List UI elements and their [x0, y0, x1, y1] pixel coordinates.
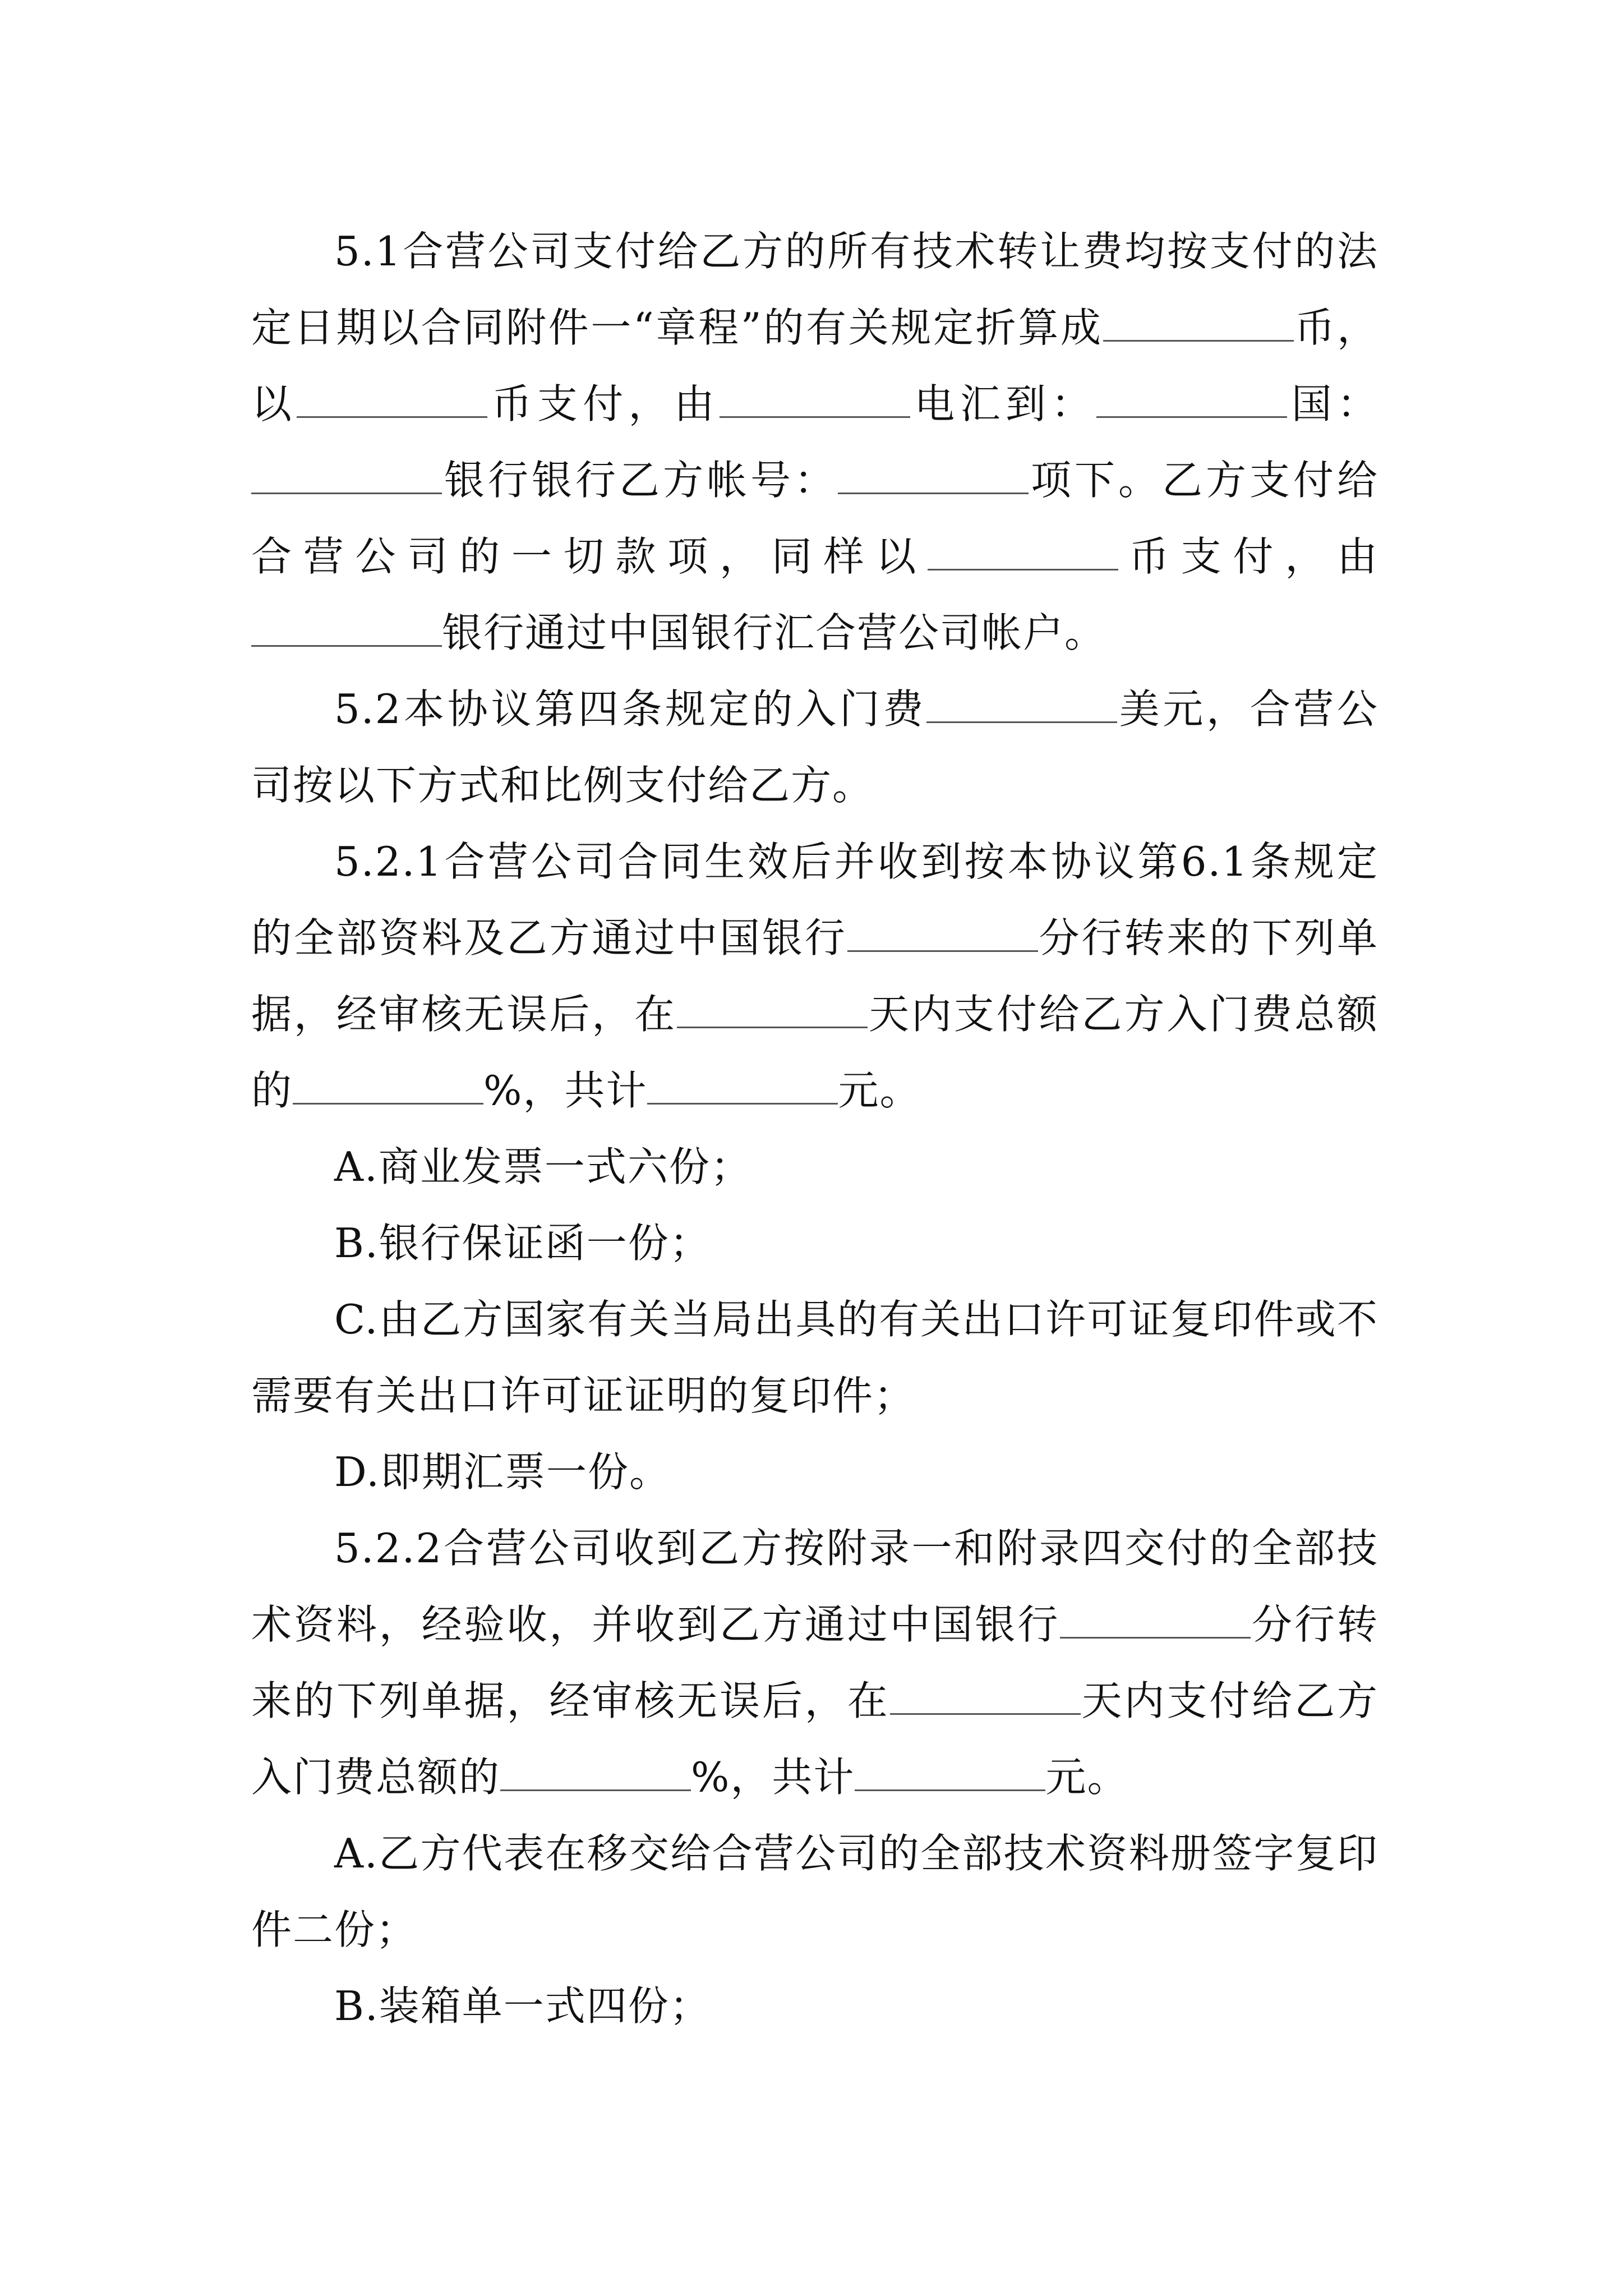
blank-field[interactable]	[928, 535, 1118, 570]
clause-5-2: 5.2本协议第四条规定的入门费 美元，合营公司按以下方式和比例支付给乙方。	[251, 685, 1378, 809]
blank-field[interactable]	[1060, 1603, 1251, 1639]
list-item: B.银行保证函一份；	[334, 1220, 711, 1267]
blank-field[interactable]	[500, 1756, 691, 1791]
list-item: C.由乙方国家有关当局出具的有关出口许可证复印件或不需要有关出口许可证证明的复印件；	[251, 1296, 1378, 1419]
list-item: D.即期汇票一份。	[334, 1448, 671, 1496]
clause-5-2-1: 5.2.1合营公司合同生效后并收到按本协议第6.1条规定的全部资料及乙方通过中国银行 分行转来的下列单据，经审核无误后，在 天内支付给乙方入门费总额的 %，共计 元。	[251, 838, 1378, 1114]
blank-field[interactable]	[855, 1756, 1045, 1791]
blank-field[interactable]	[1096, 383, 1287, 418]
list-item: A.乙方代表在移交给合营公司的全部技术资料册签字复印件二份；	[251, 1830, 1378, 1953]
blank-field[interactable]	[251, 459, 442, 494]
clause-5-2-2: 5.2.2合营公司收到乙方按附录一和附录四交付的全部技术资料，经验收，并收到乙方通过中国银行 分行转来的下列单据，经审核无误后，在 天内支付给乙方入门费总额的 %，共计 元。	[251, 1525, 1378, 1801]
clause-5-1: 5.1合营公司支付给乙方的所有技术转让费均按支付的法定日期以合同附件一“章程”的有关规定折算成 币，以 币支付，由 电汇到： 国：银行银行乙方帐号： 项下。乙方支付给合营公司的一切款项，同样以 币支付，由银行通过中国银行汇合营公司帐户。	[251, 228, 1378, 656]
blank-field[interactable]	[677, 993, 868, 1028]
blank-field[interactable]	[890, 1680, 1081, 1715]
list-item: B.装箱单一式四份；	[334, 1982, 711, 2030]
blank-field[interactable]	[838, 459, 1029, 494]
blank-field[interactable]	[926, 688, 1117, 723]
blank-field[interactable]	[251, 611, 442, 647]
blank-field[interactable]	[647, 1069, 838, 1105]
blank-field[interactable]	[297, 383, 487, 418]
document-body	[251, 213, 1378, 2044]
list-item: A.商业发票一式六份；	[334, 1143, 752, 1190]
blank-field[interactable]	[847, 917, 1038, 952]
blank-field[interactable]	[293, 1069, 483, 1105]
blank-field[interactable]	[1103, 306, 1294, 342]
blank-field[interactable]	[720, 383, 910, 418]
